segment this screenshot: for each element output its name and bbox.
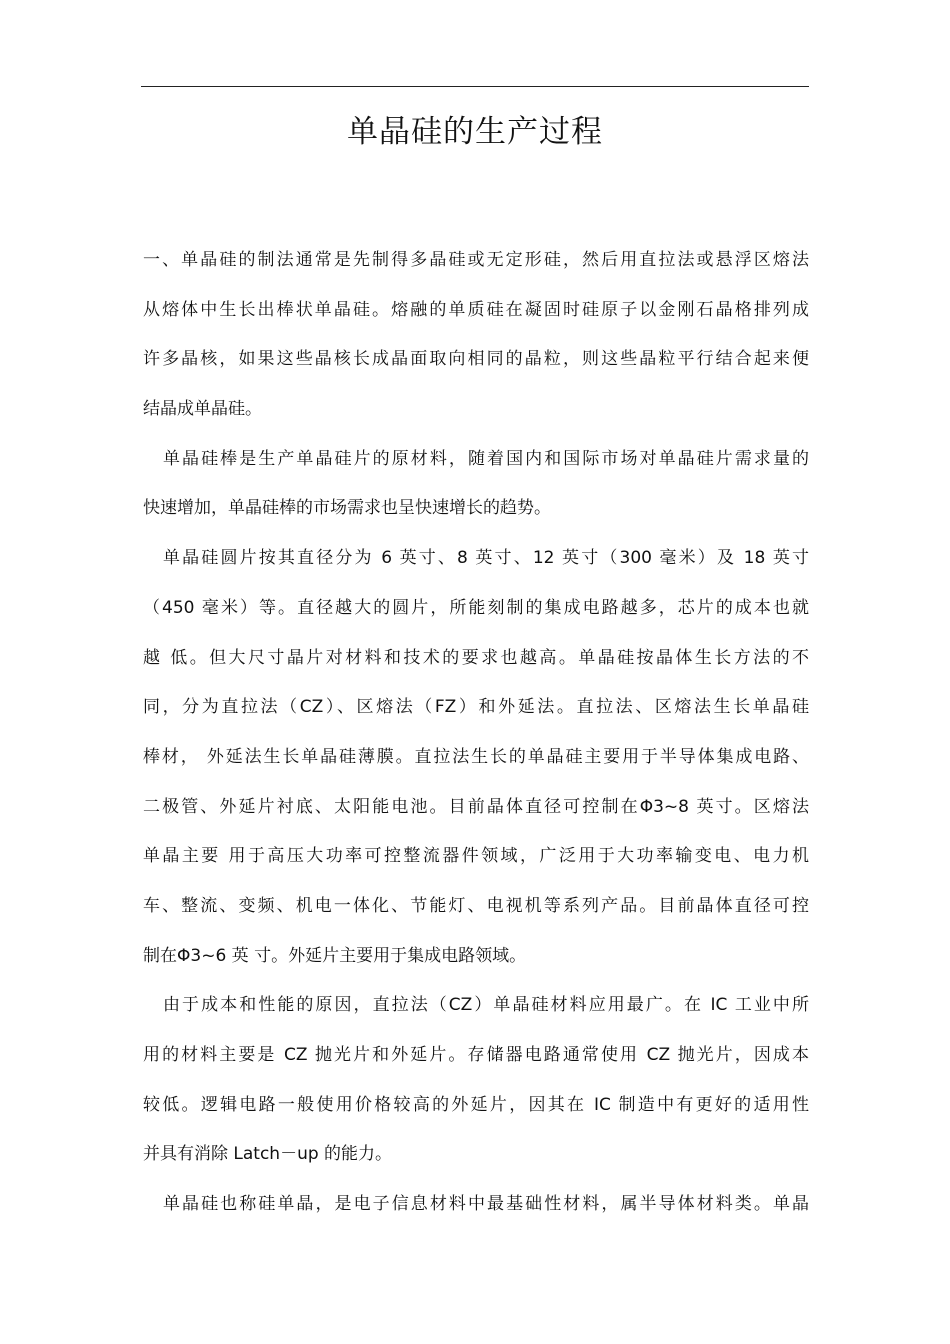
text-line: 单晶主要 用于高压大功率可控整流器件领域，广泛用于大功率输变电、电力机 [143,846,809,867]
header-rule [141,86,809,87]
text-line: 许多晶核，如果这些晶核长成晶面取向相同的晶粒，则这些晶粒平行结合起来便 [143,349,809,370]
text-line: 棒材， 外延法生长单晶硅薄膜。直拉法生长的单晶硅主要用于半导体集成电路、 [143,746,809,767]
text-line: 由于成本和性能的原因，直拉法（CZ）单晶硅材料应用最广。在 IC 工业中所 [163,995,809,1016]
text-line: 并具有消除 Latch－up 的能力。 [143,1144,393,1165]
text-line: 用的材料主要是 CZ 抛光片和外延片。存储器电路通常使用 CZ 抛光片，因成本 [143,1045,809,1065]
text-line: 从熔体中生长出棒状单晶硅。熔融的单质硅在凝固时硅原子以金刚石晶格排列成 [143,299,809,320]
text-line: 二极管、外延片衬底、太阳能电池。目前晶体直径可控制在Φ3~8 英寸。区熔法 [143,796,809,817]
text-line: 单晶硅圆片按其直径分为 6 英寸、8 英寸、12 英寸（300 毫米）及 18 英寸 [163,548,809,569]
document-body [143,236,809,1230]
document-title: 单晶硅的生产过程 [347,114,603,150]
text-line: 越 低。但大尺寸晶片对材料和技术的要求也越高。单晶硅按晶体生长方法的不 [143,647,809,668]
text-line: 单晶硅也称硅单晶，是电子信息材料中最基础性材料，属半导体材料类。单晶 [163,1194,809,1215]
text-line: 同，分为直拉法（CZ）、区熔法（FZ）和外延法。直拉法、区熔法生长单晶硅 [143,697,809,718]
text-line: 结晶成单晶硅。 [143,399,262,420]
text-line: 单晶硅棒是生产单晶硅片的原材料，随着国内和国际市场对单晶硅片需求量的 [163,448,809,469]
text-line: （450 毫米）等。直径越大的圆片，所能刻制的集成电路越多，芯片的成本也就 [143,597,809,618]
text-line: 快速增加，单晶硅棒的市场需求也呈快速增长的趋势。 [143,498,551,519]
text-line: 较低。逻辑电路一般使用价格较高的外延片，因其在 IC 制造中有更好的适用性 [143,1094,809,1115]
text-line: 制在Φ3~6 英 寸。外延片主要用于集成电路领域。 [143,945,527,966]
text-line: 一、单晶硅的制法通常是先制得多晶硅或无定形硅，然后用直拉法或悬浮区熔法 [143,250,809,270]
text-line: 车、整流、变频、机电一体化、节能灯、电视机等系列产品。目前晶体直径可控 [143,895,809,916]
